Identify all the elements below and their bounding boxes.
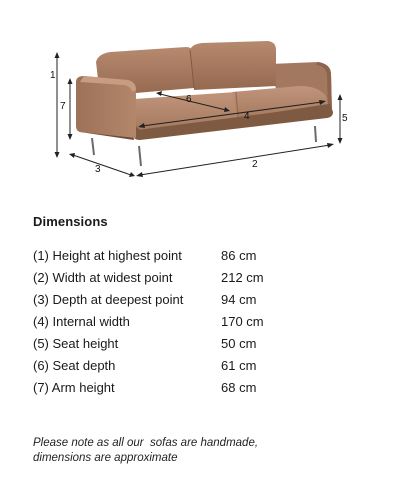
dimension-value: 94 cm — [221, 291, 257, 307]
dimension-value: 212 cm — [221, 269, 264, 285]
dimension-label: (5) Seat height — [33, 335, 119, 351]
dim-label-3: 3 — [95, 164, 101, 175]
dimension-row-arm-height — [33, 376, 333, 398]
dimension-value: 68 cm — [221, 379, 257, 395]
dim-label-6: 6 — [186, 94, 192, 105]
dim-label-5: 5 — [342, 113, 348, 124]
dim-label-4: 4 — [244, 111, 250, 122]
dimension-row-depth — [33, 288, 333, 310]
dimension-row-height — [33, 244, 333, 266]
note-line-1: Please note as all our sofas are handmade, — [33, 437, 259, 449]
dim-label-7: 7 — [60, 101, 66, 112]
dimension-row-internal-width — [33, 310, 333, 332]
dimensions-list — [33, 244, 333, 398]
dimension-label: (4) Internal width — [33, 313, 130, 329]
dimension-row-width — [33, 266, 333, 288]
dimension-label: (6) Seat depth — [33, 357, 116, 373]
dim-label-1: 1 — [50, 70, 56, 81]
dim-label-2: 2 — [252, 159, 258, 170]
dimension-label: (2) Width at widest point — [33, 269, 173, 285]
dimensions-heading: Dimensions — [33, 214, 108, 229]
sofa-back-cushion-right — [190, 41, 276, 90]
note-line-2: dimensions are approximate — [33, 452, 178, 464]
dimension-value: 170 cm — [221, 313, 264, 329]
dimension-label: (1) Height at highest point — [33, 247, 182, 263]
dimension-value: 50 cm — [221, 335, 257, 351]
dimension-value: 61 cm — [221, 357, 257, 373]
dimension-row-seat-height — [33, 332, 333, 354]
dimension-label: (3) Depth at deepest point — [33, 291, 184, 307]
handmade-note — [33, 436, 363, 466]
dimension-row-seat-depth — [33, 354, 333, 376]
sofa-dimension-diagram — [0, 0, 400, 200]
dimension-label: (7) Arm height — [33, 379, 115, 395]
dimension-value: 86 cm — [221, 247, 257, 263]
